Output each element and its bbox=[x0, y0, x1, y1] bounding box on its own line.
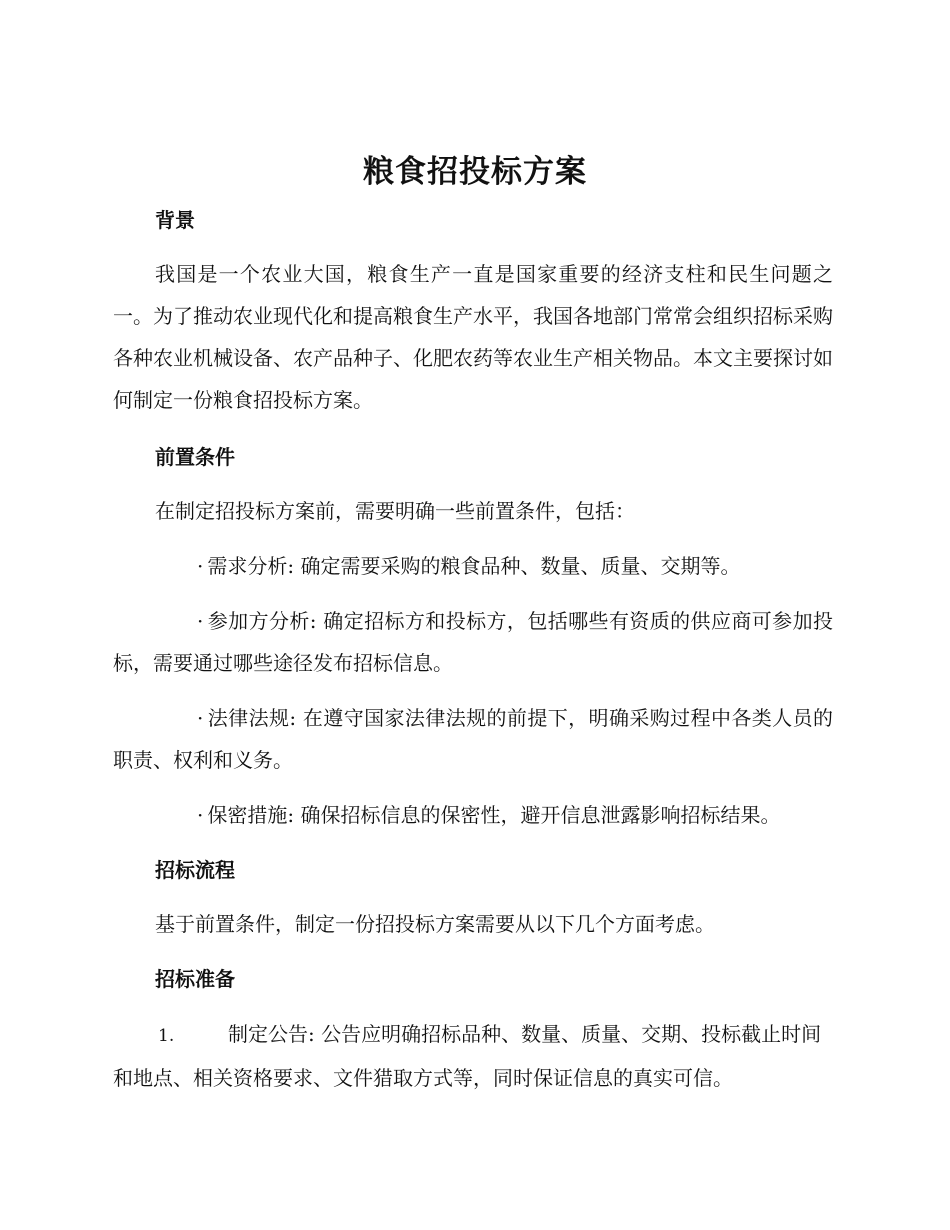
bullet-dot: · bbox=[197, 554, 204, 578]
bullet-item-legal bbox=[113, 697, 833, 781]
bullet-text: 保密措施: 确保招标信息的保密性，避开信息泄露影响招标结果。 bbox=[207, 803, 781, 827]
bullet-item-participants bbox=[113, 600, 833, 684]
heading-process: 招标流程 bbox=[155, 858, 235, 882]
heading-preconditions: 前置条件 bbox=[155, 445, 235, 469]
item-text: 制定公告: 公告应明确招标品种、数量、质量、交期、投标截止时间和地点、相关资格要求、文件猎取方式等，同时保证信息的真实可信。 bbox=[113, 1022, 822, 1090]
bullet-item-confidentiality bbox=[113, 794, 833, 836]
heading-preparation: 招标准备 bbox=[155, 967, 235, 991]
document-title: 粮食招投标方案 bbox=[363, 154, 587, 190]
bullet-dot: · bbox=[197, 609, 204, 633]
bullet-item-demand bbox=[113, 545, 833, 587]
item-number: 1. bbox=[158, 1026, 175, 1046]
bullet-text: 法律法规: 在遵守国家法律法规的前提下，明确采购过程中各类人员的职责、权利和义务。 bbox=[113, 706, 833, 772]
background-paragraph: 我国是一个农业大国，粮食生产一直是国家重要的经济支柱和民生问题之一。为了推动农业现代化和提高粮食生产水平，我国各地部门常常会组织招标采购各种农业机械设备、农产品种子、化肥农药等农业生产相关物品。本文主要探讨如何制定一份粮食招投标方案。 bbox=[113, 262, 833, 412]
numbered-item-announcement bbox=[113, 1013, 833, 1099]
bullet-dot: · bbox=[197, 803, 204, 827]
preconditions-intro: 在制定招投标方案前，需要明确一些前置条件，包括： bbox=[155, 499, 635, 523]
bullet-text: 参加方分析: 确定招标方和投标方，包括哪些有资质的供应商可参加投标，需要通过哪些途径发布招标信息。 bbox=[113, 609, 833, 675]
heading-background: 背景 bbox=[155, 208, 195, 232]
bullet-dot: · bbox=[197, 706, 204, 730]
bullet-text: 需求分析: 确定需要采购的粮食品种、数量、质量、交期等。 bbox=[207, 554, 741, 578]
process-intro: 基于前置条件，制定一份招投标方案需要从以下几个方面考虑。 bbox=[155, 912, 715, 936]
